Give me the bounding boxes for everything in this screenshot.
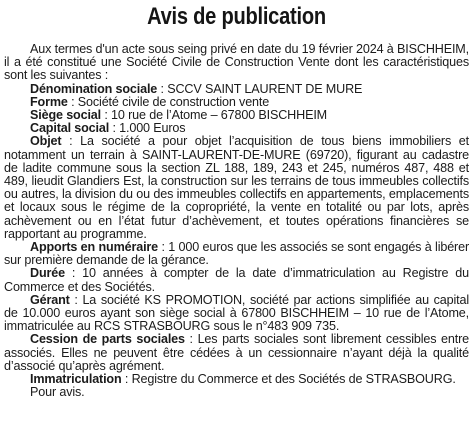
forme-label: Forme — [30, 94, 68, 109]
duree-value: : 10 années à compter de la date d’immatriculation au Registre du Commerce et des Sociétés. — [4, 266, 469, 294]
capital-value: : 1.000 Euros — [109, 121, 186, 136]
duree-label: Durée — [30, 266, 65, 281]
objet-paragraph — [4, 135, 469, 241]
duree-paragraph — [4, 267, 469, 293]
immatriculation-label: Immatriculation — [30, 372, 122, 387]
apports-label: Apports en numéraire — [30, 240, 159, 255]
notice-body — [4, 43, 469, 399]
siege-value: : 10 rue de l’Atome – 67800 BISCHHEIM — [101, 108, 328, 123]
siege-label: Siège social — [30, 108, 102, 123]
closing-line: Pour avis. — [30, 385, 85, 400]
forme-value: : Société civile de construction vente — [67, 94, 270, 109]
immatriculation-value: : Registre du Commerce et des Sociétés de STRASBOURG. — [121, 372, 456, 387]
notice-title: Avis de publication — [147, 3, 326, 30]
legal-notice — [4, 0, 469, 399]
denomination-value: : SCCV SAINT LAURENT DE MURE — [157, 81, 363, 96]
objet-label: Objet — [30, 134, 62, 149]
gerant-paragraph — [4, 294, 469, 334]
cession-value: : Les parts sociales sont librement cessibles entre associés. Elles ne peuvent être cédées à un cessionnaire n’ayant déjà la qualité d’associé qu’après agrément. — [4, 332, 469, 373]
cession-label: Cession de parts sociales — [30, 332, 185, 347]
gerant-label: Gérant — [30, 292, 70, 307]
objet-value: : La société a pour objet l’acquisition de tous biens immobiliers et notamment un terrain à SAINT-LAURENT-DE-MURE (69720), figurant au cadastre de ladite commune sous la section ZL 188, 189, 243 et 245, numéros 487, 488 et 489, lieudit Glandiers Est, la construction sur les terrains de tous immeubles collectifs ou autres, la division du ou des immeubles collectifs en appartements, emplacements et locaux sous le régime de la copropriété, la vente en totalité ou par lots, après achèvement ou en l’état futur d’achèvement, et toutes opérations financières se rapportant au programme. — [4, 134, 469, 241]
gerant-value: : La société KS PROMOTION, société par actions simplifiée au capital de 10.000 euros ayant son siège social à 67800 BISCHHEIM – 10 rue de l’Atome, immatriculée au RCS STRASBOURG sous le n°483 909 735. — [4, 292, 469, 334]
denomination-label: Dénomination sociale — [30, 81, 158, 96]
apports-value: : 1 000 euros que les associés se sont engagés à libérer sur première demande de la gérance. — [4, 240, 469, 268]
apports-paragraph — [4, 241, 469, 267]
capital-label: Capital social — [30, 121, 110, 136]
cession-paragraph — [4, 333, 469, 373]
intro-paragraph: Aux termes d'un acte sous seing privé en date du 19 février 2024 à BISCHHEIM, il a été constitué une Société Civile de Construction Vente dont les caractéristiques sont les suivantes : — [4, 42, 469, 83]
